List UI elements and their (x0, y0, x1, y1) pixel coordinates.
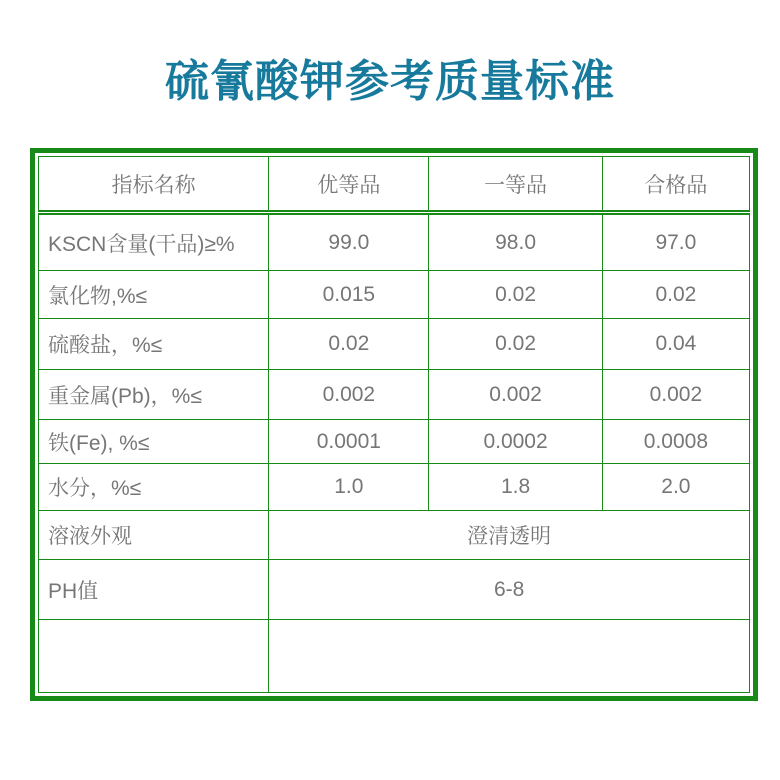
value-cell: 0.02 (602, 271, 749, 319)
spec-table-frame (30, 148, 758, 701)
row-label: 氯化物,%≤ (39, 271, 269, 319)
value-cell: 99.0 (269, 213, 429, 271)
value-cell: 0.02 (269, 319, 429, 370)
row-label: KSCN含量(干品)≥% (39, 213, 269, 271)
value-cell: 0.02 (429, 319, 602, 370)
row-label (39, 620, 269, 693)
merged-value-cell: 6-8 (269, 560, 750, 620)
row-label: 重金属(Pb)，%≤ (39, 370, 269, 420)
value-cell: 0.0002 (429, 420, 602, 464)
table-row-sulfate (39, 319, 750, 370)
value-cell: 97.0 (602, 213, 749, 271)
value-cell: 2.0 (602, 464, 749, 511)
value-cell: 0.0008 (602, 420, 749, 464)
table-row-iron (39, 420, 750, 464)
column-header-indicator-name: 指标名称 (39, 157, 269, 213)
table-row-chloride (39, 271, 750, 319)
table-row-kscn-content (39, 213, 750, 271)
row-label: PH值 (39, 560, 269, 620)
row-label: 溶液外观 (39, 511, 269, 560)
value-cell: 0.002 (602, 370, 749, 420)
value-cell: 1.8 (429, 464, 602, 511)
header-row (39, 157, 750, 213)
merged-value-cell (269, 620, 750, 693)
value-cell: 0.002 (429, 370, 602, 420)
value-cell: 0.02 (429, 271, 602, 319)
column-header-qualified-grade: 合格品 (602, 157, 749, 213)
quality-standard-table (38, 156, 750, 693)
value-cell: 0.04 (602, 319, 749, 370)
value-cell: 0.015 (269, 271, 429, 319)
column-header-premium-grade: 优等品 (269, 157, 429, 213)
column-header-first-grade: 一等品 (429, 157, 602, 213)
value-cell: 98.0 (429, 213, 602, 271)
value-cell: 1.0 (269, 464, 429, 511)
value-cell: 0.0001 (269, 420, 429, 464)
merged-value-cell: 澄清透明 (269, 511, 750, 560)
row-label: 铁(Fe), %≤ (39, 420, 269, 464)
table-row-solution-appearance (39, 511, 750, 560)
table-row-moisture (39, 464, 750, 511)
page-title: 硫氰酸钾参考质量标准 (165, 57, 615, 106)
row-label: 硫酸盐，%≤ (39, 319, 269, 370)
table-row-empty (39, 620, 750, 693)
value-cell: 0.002 (269, 370, 429, 420)
table-row-heavy-metals (39, 370, 750, 420)
row-label: 水分，%≤ (39, 464, 269, 511)
table-row-ph-value (39, 560, 750, 620)
